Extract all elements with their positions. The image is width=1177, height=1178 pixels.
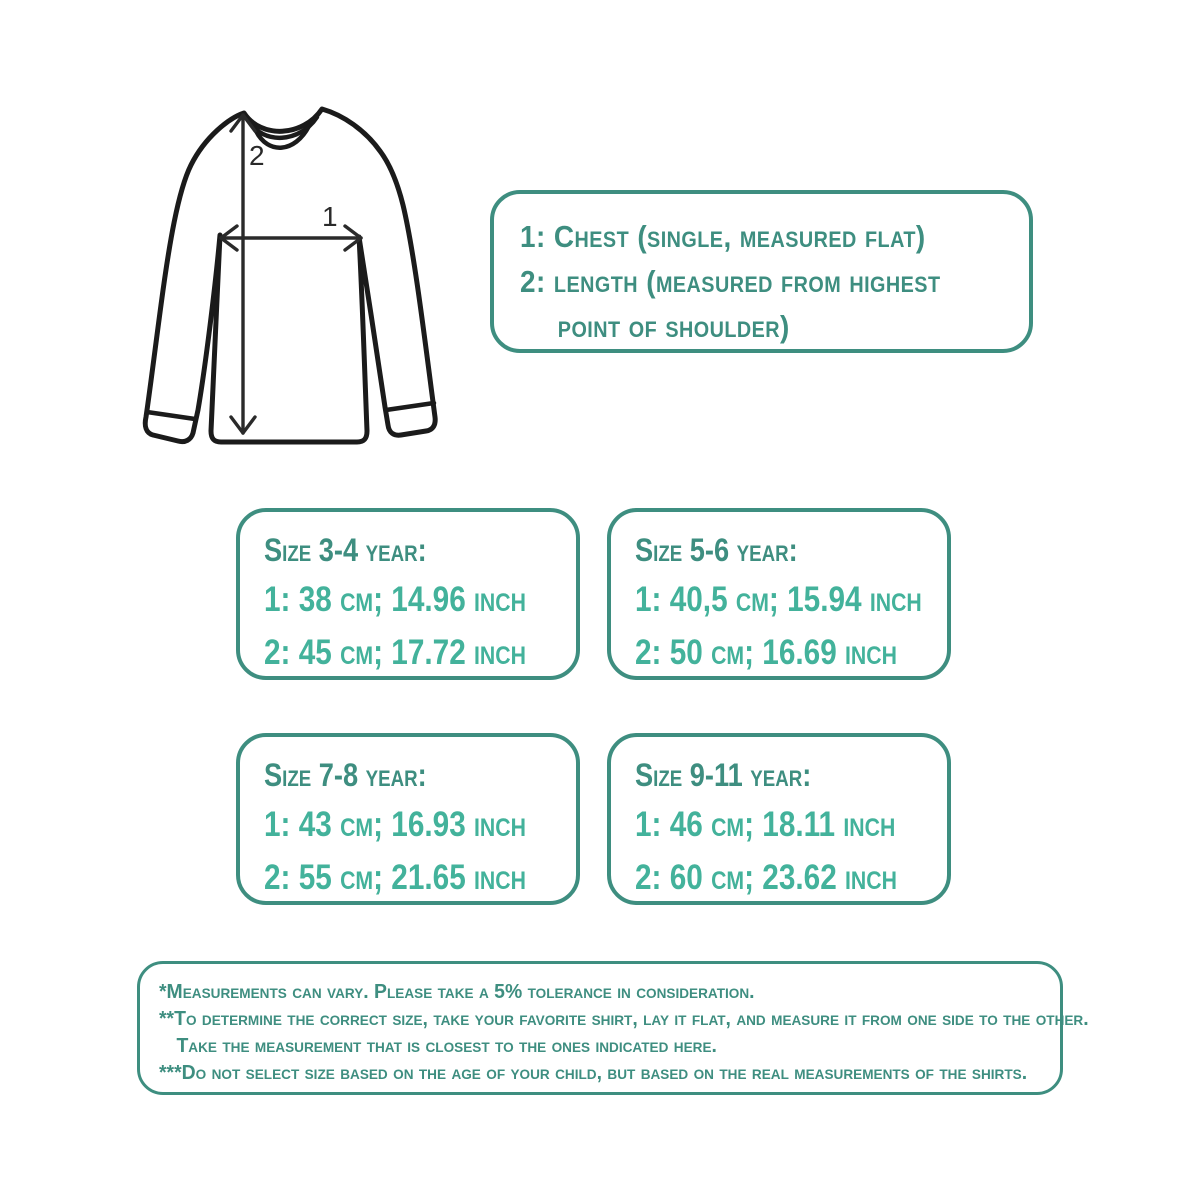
size-box-title: Size 9-11 year: bbox=[635, 757, 812, 793]
size-box-3-4-year bbox=[236, 508, 580, 680]
footnote-age-warning: ***Do not select size based on the age of your child, but based on the real measurements of the shirts. bbox=[159, 1062, 1028, 1084]
size-box-title: Size 5-6 year: bbox=[635, 532, 798, 568]
length-arrow-label: 2 bbox=[249, 140, 265, 171]
size-box-chest: 1: 43 cm; 16.93 inch bbox=[264, 805, 526, 844]
size-box-length: 2: 60 cm; 23.62 inch bbox=[635, 858, 897, 897]
size-box-title: Size 3-4 year: bbox=[264, 532, 427, 568]
size-box-7-8-year bbox=[236, 733, 580, 905]
legend-line-length: 2: length (measured from highest bbox=[520, 264, 941, 299]
footnotes bbox=[137, 961, 1089, 1095]
shirt-diagram bbox=[133, 95, 468, 475]
legend-line-length-cont: point of shoulder) bbox=[557, 309, 790, 344]
footnote-tolerance: *Measurements can vary. Please take a 5% tolerance in consideration. bbox=[159, 981, 755, 1003]
size-box-chest: 1: 38 cm; 14.96 inch bbox=[264, 580, 526, 619]
size-box-length: 2: 55 cm; 21.65 inch bbox=[264, 858, 526, 897]
size-box-length: 2: 45 cm; 17.72 inch bbox=[264, 633, 526, 672]
size-box-chest: 1: 40,5 cm; 15.94 inch bbox=[635, 580, 922, 619]
size-box-5-6-year bbox=[607, 508, 951, 680]
measurement-legend bbox=[490, 190, 1033, 353]
shirt-outline-icon bbox=[145, 109, 435, 442]
footnote-how-to-measure: **To determine the correct size, take your favorite shirt, lay it flat, and measure it from one side to the other. bbox=[159, 1008, 1089, 1030]
size-box-length: 2: 50 cm; 16.69 inch bbox=[635, 633, 897, 672]
chest-arrow-label: 1 bbox=[322, 201, 338, 232]
legend-line-chest: 1: Chest (single, measured flat) bbox=[520, 219, 926, 254]
size-box-chest: 1: 46 cm; 18.11 inch bbox=[635, 805, 896, 844]
size-box-9-11-year bbox=[607, 733, 951, 905]
size-box-title: Size 7-8 year: bbox=[264, 757, 427, 793]
footnote-how-to-measure-cont: Take the measurement that is closest to the ones indicated here. bbox=[176, 1035, 717, 1057]
